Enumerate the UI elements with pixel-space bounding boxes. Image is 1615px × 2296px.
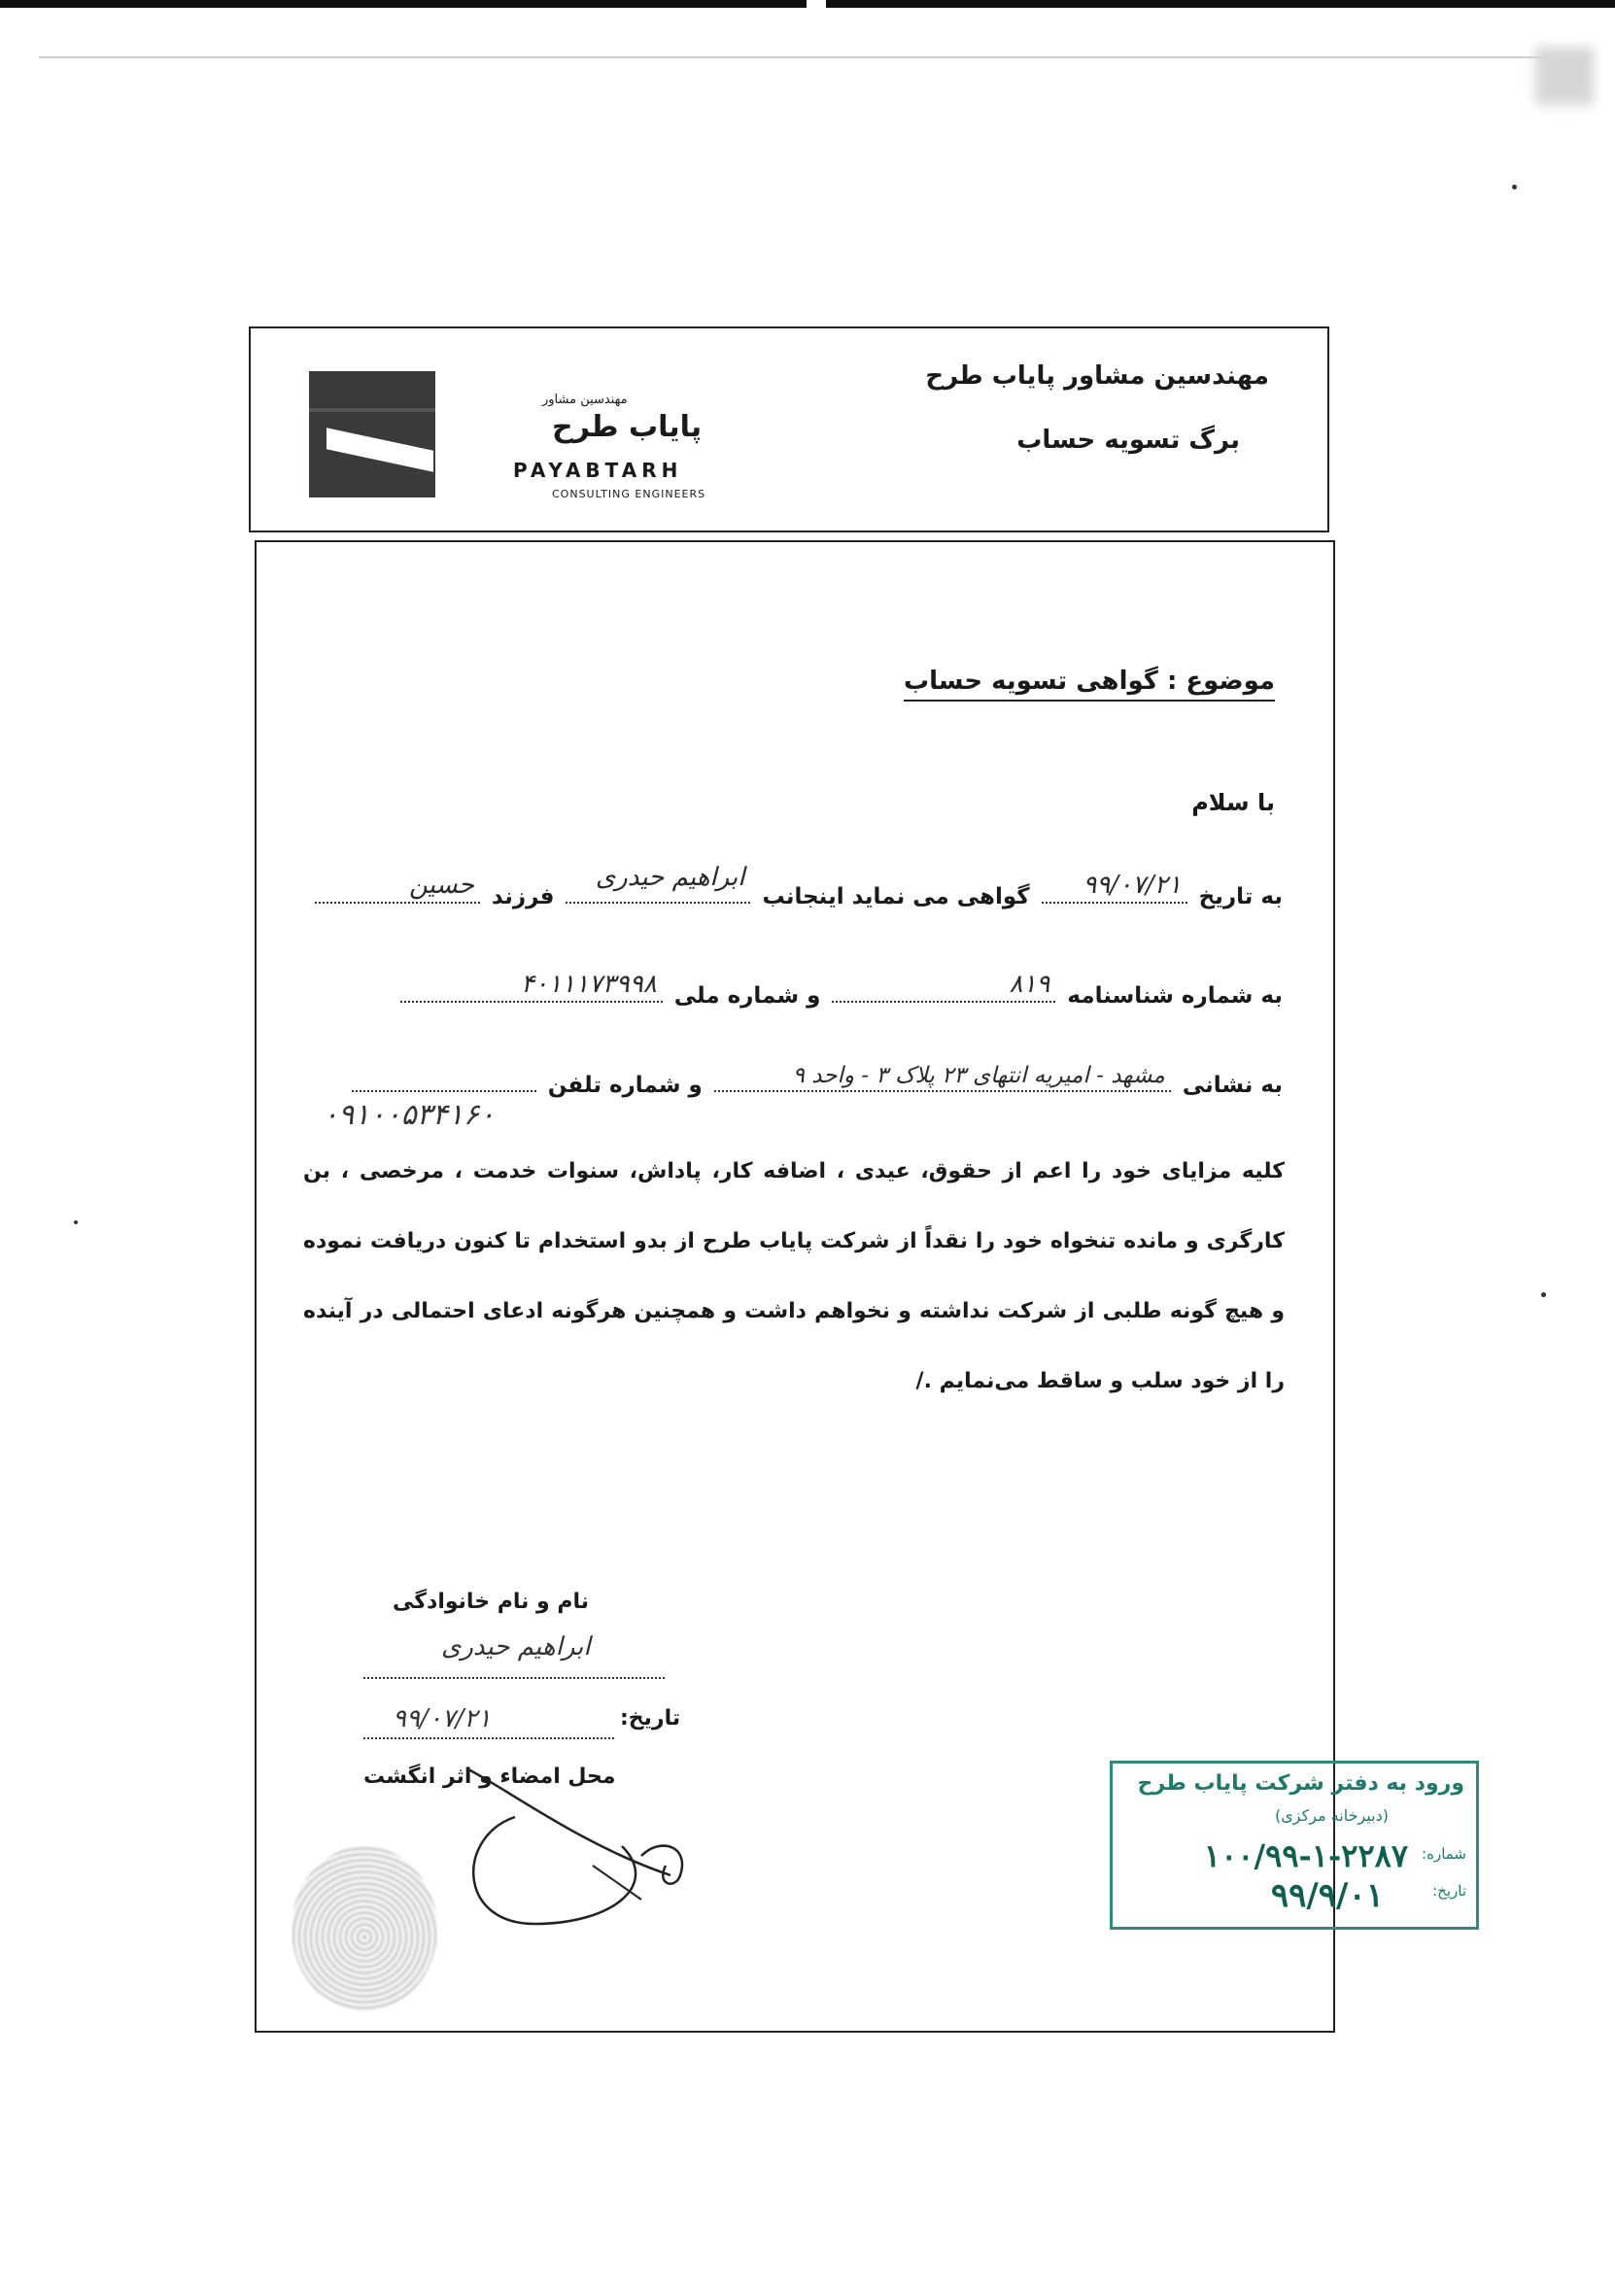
receipt-stamp	[1110, 1761, 1479, 1930]
logo-subtitle-en: CONSULTING ENGINEERS	[552, 488, 706, 500]
label-child-of: فرزند	[491, 884, 555, 909]
letterhead	[249, 326, 1329, 532]
handwritten-phone: ۰۹۱۰۰۵۳۴۱۶۰	[323, 1098, 496, 1132]
scan-border-top-left	[0, 0, 807, 8]
label-address: به نشانی	[1182, 1073, 1283, 1098]
handwritten-full-name: ابراهیم حیدری	[441, 1632, 591, 1662]
stamp-title: ورود به دفتر شرکت پایاب طرح	[1137, 1771, 1464, 1796]
stamp-subtitle: (دبیرخانه مرکزی)	[1275, 1806, 1389, 1825]
handwritten-address: مشهد - امیریه انتهای ۲۳ پلاک ۳ - واحد ۹	[792, 1063, 1165, 1088]
handwritten-national-id: ۴۰۱۱۱۷۳۹۹۸	[521, 970, 657, 999]
label-national-id: و شماره ملی	[673, 983, 821, 1009]
scan-speck	[1541, 1292, 1546, 1297]
handwritten-date: ۹۹/۰۷/۲۱	[1082, 871, 1182, 900]
stamp-number-label: شماره:	[1422, 1845, 1466, 1863]
scan-speck	[74, 1220, 78, 1224]
label-date: به تاریخ	[1198, 884, 1283, 909]
logo-mark-icon	[309, 371, 435, 497]
scan-speck	[1512, 185, 1517, 189]
scan-border-top-right	[826, 0, 1615, 8]
declaration-paragraph: کلیه مزایای خود را اعم از حقوق، عیدی ، اضافه کار، پاداش، سنوات خدمت ، مرخصی ، بن کارگری و مانده تنخواه خود را نقداً از شرکت پایاب طرح از بدو استخدام تا کنون دریافت نموده و هیچ گونه طلبی از شرکت نداشته و نخواهم داشت و همچنین هرگونه ادعای احتمالی در آینده را از خود سلب و ساقط می‌نمایم ./	[303, 1159, 1285, 1393]
form-line-ids	[396, 970, 1283, 1009]
scan-line	[39, 56, 1555, 58]
label-id-number: به شماره شناسنامه	[1067, 983, 1283, 1009]
label-full-name: نام و نام خانوادگی	[393, 1590, 589, 1614]
form-line-date-name	[311, 863, 1283, 909]
company-title: مهندسین مشاور پایاب طرح	[925, 361, 1269, 391]
form-title: برگ تسویه حساب	[1016, 426, 1240, 455]
field-id-number	[832, 970, 1055, 1003]
logo-name-en: PAYABTARH	[513, 459, 683, 482]
logo-subtitle-fa: مهندسین مشاور	[542, 393, 628, 407]
stamp-number-value: ۱۰۰/۹۹-۱-۲۲۸۷	[1203, 1837, 1408, 1874]
label-sign-date: تاریخ:	[620, 1706, 681, 1731]
handwritten-id-number: ۸۱۹	[1009, 970, 1050, 999]
label-signature-fingerprint: محل امضاء و اثر انگشت	[363, 1765, 616, 1789]
handwritten-father: حسین	[409, 871, 474, 900]
stamp-date-label: تاریخ:	[1432, 1882, 1466, 1900]
company-logo	[309, 371, 717, 507]
field-full-name	[363, 1677, 665, 1679]
label-certifies: گواهی می نماید اینجانب	[762, 884, 1030, 909]
handwritten-name: ابراهیم حیدری	[595, 863, 745, 892]
field-father	[315, 871, 480, 904]
handwritten-sign-date: ۹۹/۰۷/۲۱	[393, 1704, 492, 1733]
form-line-address	[348, 1063, 1283, 1098]
subject-line	[904, 667, 1275, 696]
label-phone: و شماره تلفن	[547, 1073, 703, 1098]
stamp-date-value: ۹۹/۹/۰۱	[1270, 1876, 1384, 1915]
scan-shadow	[1535, 47, 1594, 105]
field-address	[714, 1063, 1171, 1092]
subject-text: موضوع : گواهی تسویه حساب	[904, 667, 1275, 702]
field-national-id	[400, 970, 663, 1003]
greeting: با سلام	[1191, 789, 1275, 816]
field-date	[1042, 871, 1187, 904]
field-phone	[352, 1071, 536, 1092]
fingerprint	[292, 1846, 437, 2011]
signature-mark	[447, 1730, 739, 1943]
field-name	[566, 863, 750, 904]
logo-name-fa: پایاب طرح	[552, 410, 703, 444]
